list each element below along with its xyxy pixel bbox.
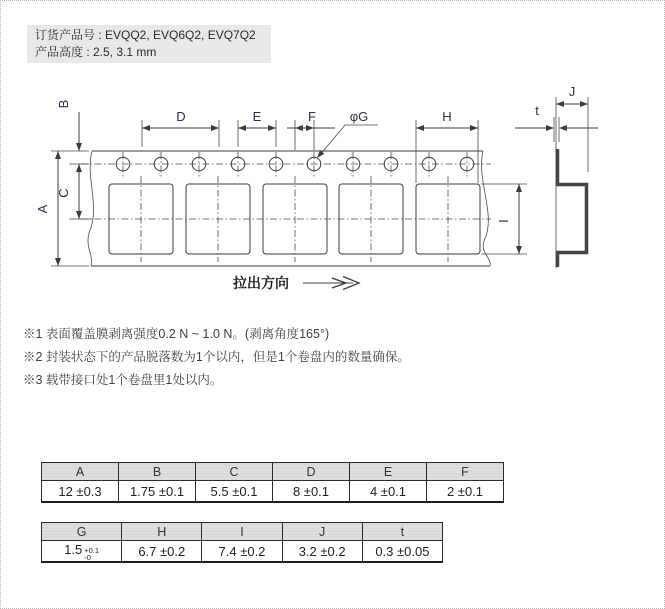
dim-value-J: 3.2 ±0.2 — [282, 541, 362, 563]
notes-list — [23, 323, 410, 392]
sprocket-holes — [116, 152, 474, 177]
dim-label-E: E — [252, 109, 262, 124]
col-header: t — [362, 523, 442, 541]
tape-cross-section — [515, 84, 598, 268]
tape-outline — [81, 151, 491, 266]
table-header-row — [42, 523, 443, 541]
note-2: ※2 封装状态下的产品脱落数为1个以内，但是1个卷盘内的数量确保。 — [23, 350, 410, 364]
dim-A — [35, 151, 89, 266]
dim-value-t: 0.3 ±0.05 — [362, 541, 442, 563]
dim-value-A: 12 ±0.3 — [42, 481, 119, 503]
dim-value-H: 6.7 ±0.2 — [122, 541, 202, 563]
dimension-table-a-f — [41, 462, 504, 503]
g-tolerance-plus: +0.1 — [84, 545, 100, 555]
dim-value-F: 2 ±0.1 — [427, 481, 504, 503]
col-header: E — [350, 463, 427, 481]
product-height-line: 产品高度 : 2.5, 3.1 mm — [35, 45, 157, 59]
note-3: ※3 载带接口处1个卷盘里1处以内。 — [23, 373, 223, 387]
dim-C — [56, 164, 91, 219]
table-value-row — [42, 541, 443, 563]
dim-D — [142, 109, 219, 147]
col-header: G — [42, 523, 122, 541]
g-tolerance — [84, 547, 99, 561]
dim-label-C: C — [56, 188, 71, 198]
dim-E — [238, 109, 276, 147]
dim-label-phiG: φG — [349, 109, 369, 124]
col-header: C — [196, 463, 273, 481]
dim-F — [287, 109, 335, 150]
dim-label-D: D — [176, 109, 186, 124]
col-header: D — [273, 463, 350, 481]
tape-profile-wall — [558, 149, 587, 267]
dim-value-I: 7.4 ±0.2 — [202, 541, 282, 563]
note-1: ※1 表面覆盖膜剥离强度0.2 N ~ 1.0 N。(剥离角度165°) — [23, 327, 330, 341]
col-header: H — [122, 523, 202, 541]
dim-value-D: 8 ±0.1 — [273, 481, 350, 503]
dim-H — [416, 109, 478, 183]
dim-B — [56, 100, 89, 164]
dim-label-H: H — [442, 109, 452, 124]
dimension-table-g-t — [41, 522, 443, 563]
dim-label-B: B — [56, 99, 71, 109]
pull-direction — [233, 275, 359, 291]
col-header: F — [427, 463, 504, 481]
order-number-line: 订货产品号 : EVQQ2, EVQ6Q2, EVQ7Q2 — [35, 28, 256, 42]
table-header-row — [42, 463, 504, 481]
dim-value-C: 5.5 ±0.1 — [196, 481, 273, 503]
pull-direction-label: 拉出方向 — [233, 275, 289, 291]
col-header: A — [42, 463, 119, 481]
dim-value-B: 1.75 ±0.1 — [119, 481, 196, 503]
g-tolerance-minus: -0 — [84, 552, 91, 562]
dim-label-F: F — [308, 109, 316, 124]
dim-value-G — [42, 541, 122, 563]
dim-label-J: J — [568, 84, 576, 99]
g-base-value: 1.5 — [64, 541, 83, 557]
dim-value-E: 4 ±0.1 — [350, 481, 427, 503]
title-box — [27, 25, 271, 63]
dim-label-t: t — [535, 103, 539, 118]
col-header: J — [282, 523, 362, 541]
dim-label-I: I — [496, 219, 511, 223]
table-value-row — [42, 481, 504, 503]
dim-label-A: A — [35, 204, 50, 214]
col-header: I — [202, 523, 282, 541]
col-header: B — [119, 463, 196, 481]
